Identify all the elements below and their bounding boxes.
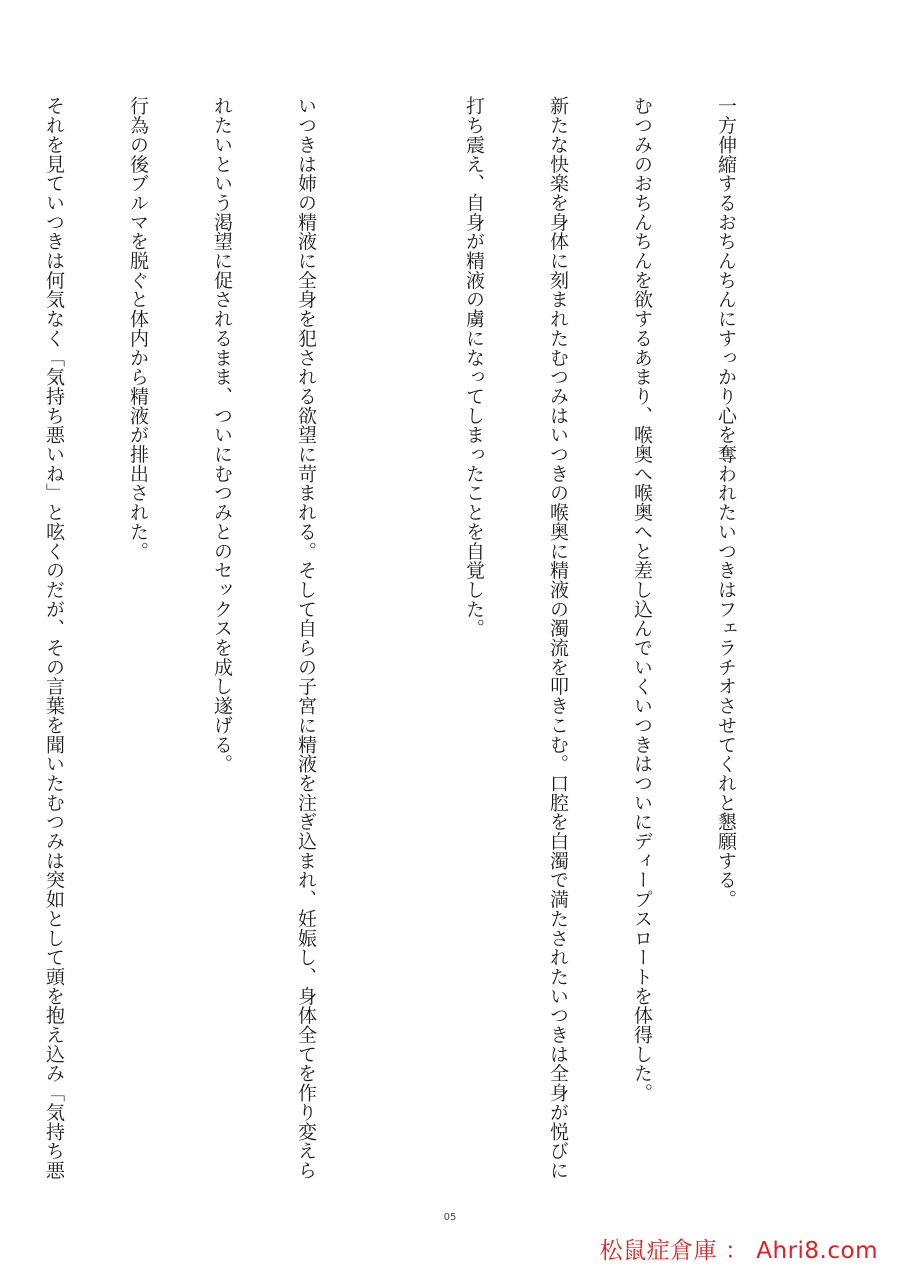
text-column: 新たな快楽を身体に刻まれたむつみはいつきの喉奥に精液の濁流を叩きこむ。口腔を白濁で満たされたいつきは全身が悦びに bbox=[547, 96, 569, 1180]
text-column: いつきは姉の精液に全身を犯される欲望に苛まれる。そして自らの子宮に精液を注ぎ込まれ、妊娠し、身体全てを作り変えら bbox=[295, 96, 317, 1180]
text-column: 打ち震え、自身が精液の虜になってしまったことを自覚した。 bbox=[463, 96, 485, 638]
vertical-body-text bbox=[0, 96, 796, 1186]
text-column: れたいという渇望に促されるまま、ついにむつみとのセックスを成し遂げる。 bbox=[211, 96, 233, 774]
text-column: むつみのおちんちんを欲するあまり、喉奥へ喉奥へと差し込んでいくいつきはついにディープスロートを体得した。 bbox=[631, 96, 653, 1103]
blank-column bbox=[376, 96, 404, 1186]
text-column: 一方伸縮するおちんちんにすっかり心を奪われたいつきはフェラチオさせてくれと懇願する。 bbox=[715, 96, 737, 909]
site-watermark: 松鼠症倉庫 ： Ahri8.com bbox=[599, 1238, 878, 1264]
text-column: それを見ていつきは何気なく「気持ち悪いね」と呟くのだが、その言葉を聞いたむつみは突如として頭を抱え込み「気持ち悪 bbox=[43, 96, 65, 1180]
page-number: 05 bbox=[443, 1212, 457, 1223]
text-column: 行為の後ブルマを脱ぐと体内から精液が排出された。 bbox=[127, 96, 149, 561]
